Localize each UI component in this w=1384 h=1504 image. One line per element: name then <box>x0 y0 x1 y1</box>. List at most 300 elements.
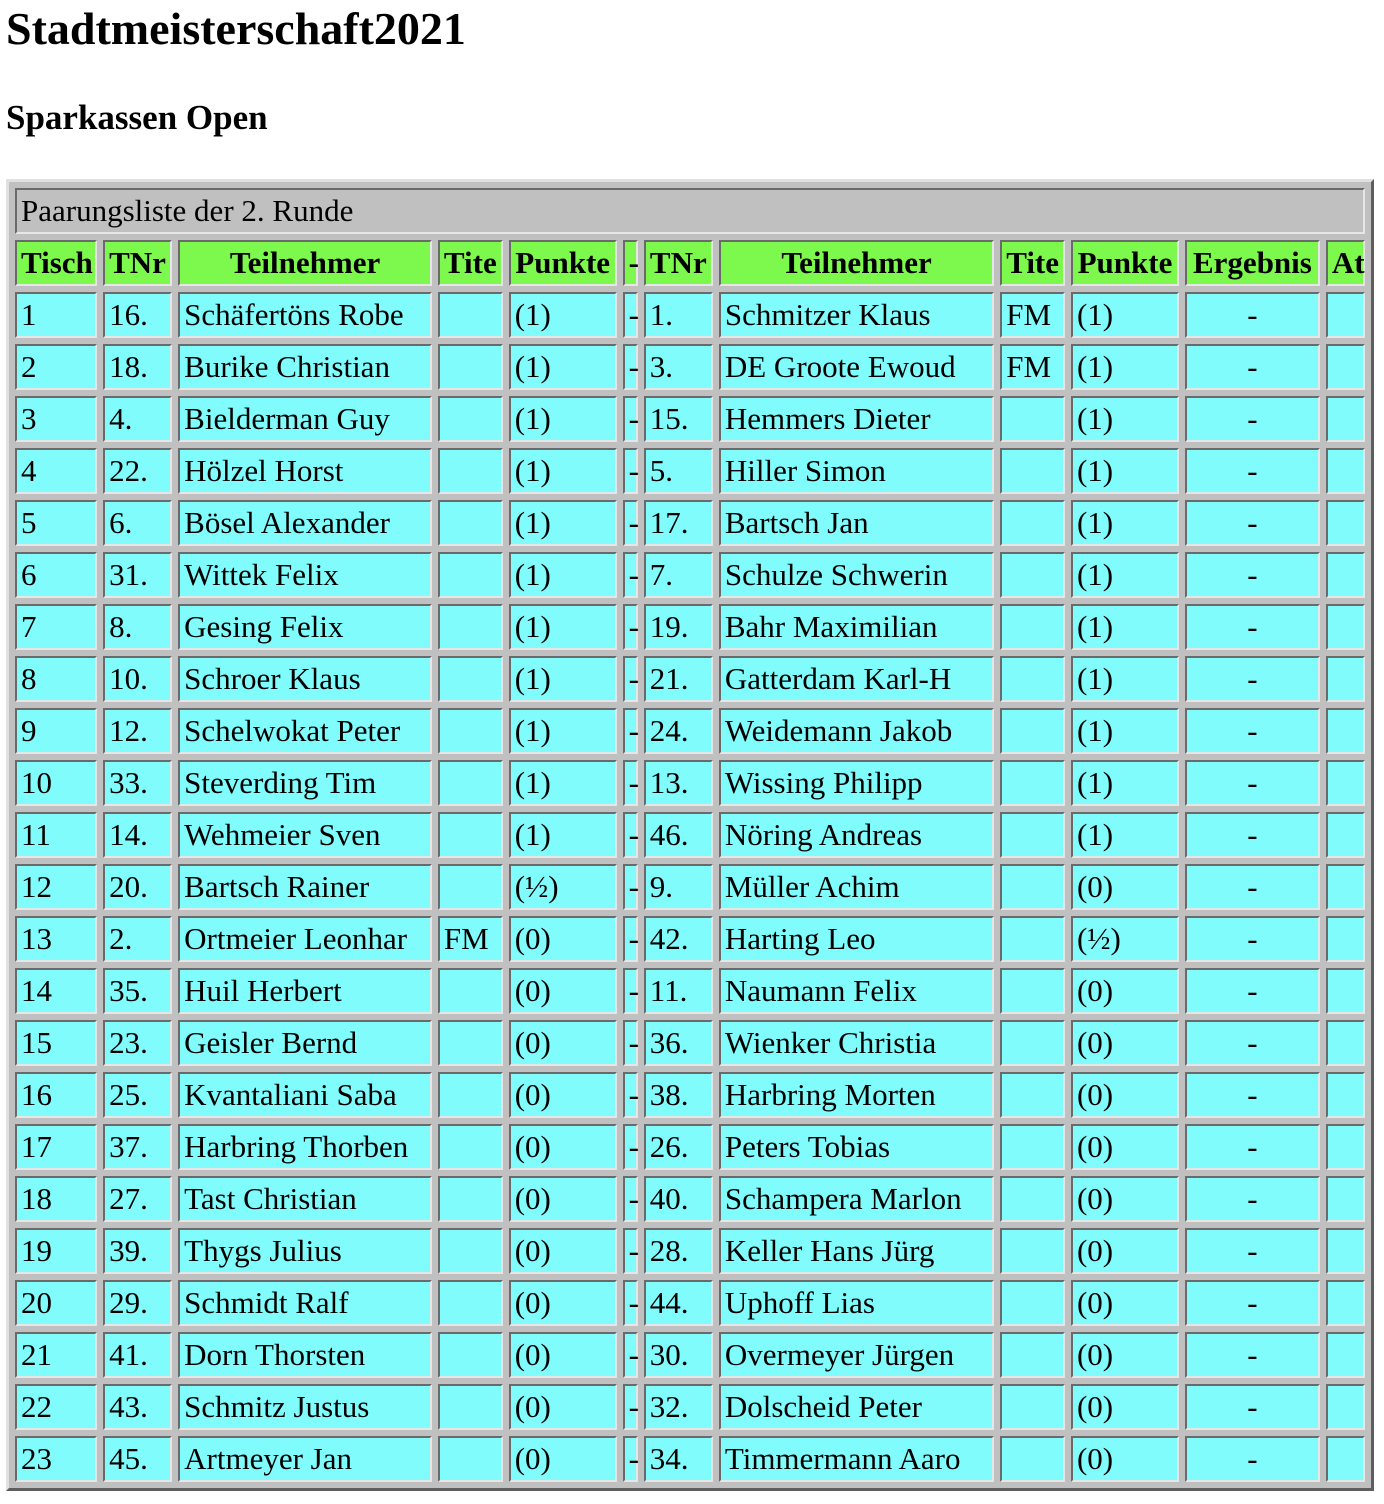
cell-tnr-white: 14. <box>103 812 172 858</box>
cell-titel-black <box>1000 916 1065 962</box>
cell-titel-black <box>1000 968 1065 1014</box>
cell-titel-white <box>438 344 503 390</box>
cell-teilnehmer-white: Harbring Thorben <box>178 1124 432 1170</box>
cell-tisch: 1 <box>15 292 97 338</box>
cell-punkte-white: (1) <box>509 396 617 442</box>
page-subtitle: Sparkassen Open <box>6 98 268 137</box>
cell-separator: - <box>623 500 638 546</box>
cell-tnr-white: 45. <box>103 1436 172 1482</box>
cell-tnr-black: 28. <box>644 1228 713 1274</box>
cell-tnr-white: 2. <box>103 916 172 962</box>
cell-punkte-white: (1) <box>509 656 617 702</box>
cell-separator: - <box>623 1384 638 1430</box>
cell-teilnehmer-black: Wienker Christia <box>719 1020 994 1066</box>
cell-titel-black <box>1000 500 1065 546</box>
cell-teilnehmer-white: Artmeyer Jan <box>178 1436 432 1482</box>
cell-titel-white <box>438 552 503 598</box>
cell-punkte-white: (0) <box>509 1072 617 1118</box>
cell-tisch: 5 <box>15 500 97 546</box>
cell-tisch: 23 <box>15 1436 97 1482</box>
cell-ergebnis: - <box>1185 1228 1320 1274</box>
cell-tnr-black: 13. <box>644 760 713 806</box>
cell-teilnehmer-black: Harting Leo <box>719 916 994 962</box>
cell-separator: - <box>623 708 638 754</box>
cell-at <box>1326 1228 1365 1274</box>
cell-teilnehmer-black: Uphoff Lias <box>719 1280 994 1326</box>
cell-titel-black <box>1000 396 1065 442</box>
cell-teilnehmer-black: Hemmers Dieter <box>719 396 994 442</box>
header-tisch: Tisch <box>15 240 97 286</box>
cell-separator: - <box>623 1124 638 1170</box>
cell-at <box>1326 1436 1365 1482</box>
cell-tnr-white: 23. <box>103 1020 172 1066</box>
table-row <box>15 1384 1365 1430</box>
cell-tisch: 6 <box>15 552 97 598</box>
cell-titel-black <box>1000 1332 1065 1378</box>
cell-titel-black <box>1000 864 1065 910</box>
table-row <box>15 552 1365 598</box>
cell-punkte-white: (1) <box>509 552 617 598</box>
cell-teilnehmer-black: Keller Hans Jürg <box>719 1228 994 1274</box>
cell-ergebnis: - <box>1185 344 1320 390</box>
cell-at <box>1326 1280 1365 1326</box>
cell-at <box>1326 292 1365 338</box>
cell-tnr-white: 41. <box>103 1332 172 1378</box>
cell-tnr-white: 37. <box>103 1124 172 1170</box>
table-row <box>15 656 1365 702</box>
cell-teilnehmer-black: Schampera Marlon <box>719 1176 994 1222</box>
cell-ergebnis: - <box>1185 812 1320 858</box>
cell-tisch: 9 <box>15 708 97 754</box>
cell-punkte-black: (1) <box>1071 812 1179 858</box>
cell-at <box>1326 812 1365 858</box>
cell-ergebnis: - <box>1185 656 1320 702</box>
table-row <box>15 864 1365 910</box>
cell-tnr-black: 24. <box>644 708 713 754</box>
cell-separator: - <box>623 1228 638 1274</box>
cell-teilnehmer-white: Bösel Alexander <box>178 500 432 546</box>
table-caption: Paarungsliste der 2. Runde <box>15 188 1365 234</box>
cell-titel-white <box>438 1124 503 1170</box>
cell-ergebnis: - <box>1185 292 1320 338</box>
cell-at <box>1326 1176 1365 1222</box>
cell-tnr-white: 27. <box>103 1176 172 1222</box>
cell-separator: - <box>623 812 638 858</box>
cell-separator: - <box>623 1436 638 1482</box>
table-row <box>15 604 1365 650</box>
cell-punkte-black: (1) <box>1071 552 1179 598</box>
cell-titel-white <box>438 656 503 702</box>
cell-teilnehmer-white: Steverding Tim <box>178 760 432 806</box>
table-row <box>15 916 1365 962</box>
cell-titel-black: FM <box>1000 344 1065 390</box>
cell-teilnehmer-black: Müller Achim <box>719 864 994 910</box>
table-row <box>15 1124 1365 1170</box>
cell-separator: - <box>623 916 638 962</box>
table-row <box>15 448 1365 494</box>
cell-tnr-white: 4. <box>103 396 172 442</box>
cell-titel-white <box>438 812 503 858</box>
cell-at <box>1326 1072 1365 1118</box>
cell-teilnehmer-white: Kvantaliani Saba <box>178 1072 432 1118</box>
cell-titel-black <box>1000 1280 1065 1326</box>
cell-punkte-black: (1) <box>1071 396 1179 442</box>
table-row <box>15 396 1365 442</box>
cell-teilnehmer-black: Schmitzer Klaus <box>719 292 994 338</box>
cell-tnr-white: 31. <box>103 552 172 598</box>
cell-tnr-black: 5. <box>644 448 713 494</box>
cell-titel-black <box>1000 760 1065 806</box>
cell-ergebnis: - <box>1185 1384 1320 1430</box>
cell-punkte-black: (0) <box>1071 968 1179 1014</box>
cell-ergebnis: - <box>1185 1124 1320 1170</box>
cell-tnr-black: 32. <box>644 1384 713 1430</box>
cell-punkte-white: (0) <box>509 1124 617 1170</box>
cell-tisch: 11 <box>15 812 97 858</box>
cell-punkte-white: (1) <box>509 500 617 546</box>
cell-tnr-white: 33. <box>103 760 172 806</box>
cell-teilnehmer-white: Bielderman Guy <box>178 396 432 442</box>
cell-tisch: 18 <box>15 1176 97 1222</box>
cell-ergebnis: - <box>1185 1332 1320 1378</box>
cell-teilnehmer-white: Huil Herbert <box>178 968 432 1014</box>
cell-ergebnis: - <box>1185 968 1320 1014</box>
cell-tnr-white: 6. <box>103 500 172 546</box>
cell-punkte-white: (1) <box>509 344 617 390</box>
cell-teilnehmer-black: Bartsch Jan <box>719 500 994 546</box>
cell-teilnehmer-black: Weidemann Jakob <box>719 708 994 754</box>
cell-teilnehmer-white: Hölzel Horst <box>178 448 432 494</box>
cell-punkte-white: (1) <box>509 760 617 806</box>
cell-titel-black <box>1000 1384 1065 1430</box>
cell-teilnehmer-black: Harbring Morten <box>719 1072 994 1118</box>
cell-punkte-black: (0) <box>1071 1436 1179 1482</box>
cell-titel-white <box>438 1332 503 1378</box>
cell-teilnehmer-white: Schroer Klaus <box>178 656 432 702</box>
cell-at <box>1326 604 1365 650</box>
cell-punkte-black: (1) <box>1071 708 1179 754</box>
cell-punkte-white: (0) <box>509 1436 617 1482</box>
cell-tisch: 14 <box>15 968 97 1014</box>
cell-punkte-white: (1) <box>509 708 617 754</box>
cell-tisch: 8 <box>15 656 97 702</box>
cell-at <box>1326 1384 1365 1430</box>
cell-ergebnis: - <box>1185 552 1320 598</box>
cell-titel-white <box>438 1280 503 1326</box>
cell-tnr-black: 11. <box>644 968 713 1014</box>
cell-titel-white <box>438 396 503 442</box>
table-row <box>15 1072 1365 1118</box>
table-row <box>15 1436 1365 1482</box>
cell-tnr-white: 25. <box>103 1072 172 1118</box>
header-ergebnis: Ergebnis <box>1185 240 1320 286</box>
table-row <box>15 1332 1365 1378</box>
cell-tisch: 17 <box>15 1124 97 1170</box>
cell-tnr-white: 20. <box>103 864 172 910</box>
header-row <box>15 240 1365 286</box>
cell-separator: - <box>623 1072 638 1118</box>
cell-at <box>1326 1332 1365 1378</box>
cell-punkte-white: (½) <box>509 864 617 910</box>
cell-titel-white: FM <box>438 916 503 962</box>
cell-punkte-black: (½) <box>1071 916 1179 962</box>
cell-tnr-black: 9. <box>644 864 713 910</box>
cell-titel-white <box>438 1020 503 1066</box>
cell-titel-white <box>438 1072 503 1118</box>
header-tnr-white: TNr <box>103 240 172 286</box>
cell-titel-black <box>1000 1228 1065 1274</box>
cell-tnr-black: 1. <box>644 292 713 338</box>
cell-ergebnis: - <box>1185 448 1320 494</box>
cell-separator: - <box>623 760 638 806</box>
cell-teilnehmer-black: Gatterdam Karl-H <box>719 656 994 702</box>
cell-tisch: 10 <box>15 760 97 806</box>
cell-titel-black <box>1000 604 1065 650</box>
pairings-body <box>15 292 1365 1482</box>
header-separator: - <box>623 240 638 286</box>
cell-titel-black: FM <box>1000 292 1065 338</box>
cell-tisch: 22 <box>15 1384 97 1430</box>
cell-ergebnis: - <box>1185 864 1320 910</box>
cell-teilnehmer-white: Geisler Bernd <box>178 1020 432 1066</box>
cell-punkte-black: (0) <box>1071 864 1179 910</box>
cell-punkte-white: (0) <box>509 1332 617 1378</box>
table-row <box>15 344 1365 390</box>
header-titel-black: Tite <box>1000 240 1065 286</box>
cell-ergebnis: - <box>1185 1436 1320 1482</box>
cell-tnr-black: 17. <box>644 500 713 546</box>
cell-punkte-white: (0) <box>509 1280 617 1326</box>
cell-teilnehmer-black: Dolscheid Peter <box>719 1384 994 1430</box>
cell-tnr-black: 15. <box>644 396 713 442</box>
table-row <box>15 812 1365 858</box>
cell-punkte-black: (0) <box>1071 1332 1179 1378</box>
cell-tnr-white: 39. <box>103 1228 172 1274</box>
header-punkte-black: Punkte <box>1071 240 1179 286</box>
cell-punkte-white: (0) <box>509 1020 617 1066</box>
cell-tnr-black: 38. <box>644 1072 713 1118</box>
cell-punkte-black: (1) <box>1071 344 1179 390</box>
cell-teilnehmer-white: Schmidt Ralf <box>178 1280 432 1326</box>
cell-teilnehmer-black: Hiller Simon <box>719 448 994 494</box>
cell-tnr-black: 46. <box>644 812 713 858</box>
cell-punkte-black: (1) <box>1071 500 1179 546</box>
cell-titel-white <box>438 1228 503 1274</box>
cell-tnr-white: 22. <box>103 448 172 494</box>
cell-punkte-black: (1) <box>1071 656 1179 702</box>
cell-titel-black <box>1000 708 1065 754</box>
cell-at <box>1326 396 1365 442</box>
table-row <box>15 708 1365 754</box>
cell-tisch: 3 <box>15 396 97 442</box>
cell-titel-white <box>438 292 503 338</box>
cell-tnr-white: 8. <box>103 604 172 650</box>
cell-punkte-white: (0) <box>509 1228 617 1274</box>
cell-tnr-white: 12. <box>103 708 172 754</box>
table-row <box>15 500 1365 546</box>
cell-teilnehmer-black: Naumann Felix <box>719 968 994 1014</box>
cell-tnr-white: 35. <box>103 968 172 1014</box>
cell-teilnehmer-black: DE Groote Ewoud <box>719 344 994 390</box>
table-row <box>15 292 1365 338</box>
cell-separator: - <box>623 604 638 650</box>
header-tnr-black: TNr <box>644 240 713 286</box>
header-punkte-white: Punkte <box>509 240 617 286</box>
cell-tnr-white: 29. <box>103 1280 172 1326</box>
cell-teilnehmer-black: Peters Tobias <box>719 1124 994 1170</box>
cell-teilnehmer-white: Schäfertöns Robe <box>178 292 432 338</box>
cell-titel-white <box>438 708 503 754</box>
table-row <box>15 1228 1365 1274</box>
cell-tnr-black: 40. <box>644 1176 713 1222</box>
cell-at <box>1326 864 1365 910</box>
cell-titel-white <box>438 968 503 1014</box>
cell-titel-black <box>1000 1072 1065 1118</box>
cell-separator: - <box>623 448 638 494</box>
cell-teilnehmer-white: Burike Christian <box>178 344 432 390</box>
cell-separator: - <box>623 1020 638 1066</box>
cell-teilnehmer-black: Wissing Philipp <box>719 760 994 806</box>
header-teilnehmer-white: Teilnehmer <box>178 240 432 286</box>
cell-teilnehmer-black: Timmermann Aaro <box>719 1436 994 1482</box>
cell-tisch: 7 <box>15 604 97 650</box>
cell-tnr-black: 26. <box>644 1124 713 1170</box>
cell-separator: - <box>623 968 638 1014</box>
cell-tisch: 13 <box>15 916 97 962</box>
cell-punkte-white: (0) <box>509 916 617 962</box>
cell-at <box>1326 916 1365 962</box>
cell-tnr-black: 3. <box>644 344 713 390</box>
cell-punkte-white: (1) <box>509 292 617 338</box>
cell-at <box>1326 344 1365 390</box>
cell-separator: - <box>623 1280 638 1326</box>
cell-teilnehmer-black: Schulze Schwerin <box>719 552 994 598</box>
cell-tisch: 20 <box>15 1280 97 1326</box>
cell-at <box>1326 500 1365 546</box>
cell-tisch: 15 <box>15 1020 97 1066</box>
cell-teilnehmer-white: Gesing Felix <box>178 604 432 650</box>
cell-teilnehmer-black: Overmeyer Jürgen <box>719 1332 994 1378</box>
cell-separator: - <box>623 656 638 702</box>
cell-titel-black <box>1000 1020 1065 1066</box>
cell-at <box>1326 656 1365 702</box>
cell-punkte-black: (0) <box>1071 1280 1179 1326</box>
cell-at <box>1326 708 1365 754</box>
cell-tnr-black: 44. <box>644 1280 713 1326</box>
cell-teilnehmer-white: Tast Christian <box>178 1176 432 1222</box>
cell-titel-white <box>438 500 503 546</box>
cell-tisch: 4 <box>15 448 97 494</box>
page-title: Stadtmeisterschaft2021 <box>6 3 466 54</box>
cell-titel-black <box>1000 812 1065 858</box>
header-teilnehmer-black: Teilnehmer <box>719 240 994 286</box>
cell-ergebnis: - <box>1185 604 1320 650</box>
cell-separator: - <box>623 864 638 910</box>
cell-tisch: 19 <box>15 1228 97 1274</box>
cell-punkte-black: (0) <box>1071 1228 1179 1274</box>
cell-punkte-white: (0) <box>509 968 617 1014</box>
cell-separator: - <box>623 292 638 338</box>
cell-tnr-black: 42. <box>644 916 713 962</box>
cell-at <box>1326 968 1365 1014</box>
cell-ergebnis: - <box>1185 1176 1320 1222</box>
cell-punkte-black: (1) <box>1071 760 1179 806</box>
cell-punkte-white: (1) <box>509 604 617 650</box>
cell-punkte-black: (0) <box>1071 1020 1179 1066</box>
cell-teilnehmer-white: Schelwokat Peter <box>178 708 432 754</box>
cell-at <box>1326 760 1365 806</box>
cell-separator: - <box>623 1176 638 1222</box>
cell-punkte-black: (0) <box>1071 1072 1179 1118</box>
cell-teilnehmer-white: Dorn Thorsten <box>178 1332 432 1378</box>
cell-tisch: 2 <box>15 344 97 390</box>
cell-tnr-white: 18. <box>103 344 172 390</box>
cell-ergebnis: - <box>1185 760 1320 806</box>
table-row <box>15 1280 1365 1326</box>
cell-tnr-black: 7. <box>644 552 713 598</box>
cell-teilnehmer-white: Schmitz Justus <box>178 1384 432 1430</box>
cell-titel-black <box>1000 1124 1065 1170</box>
cell-separator: - <box>623 1332 638 1378</box>
cell-punkte-black: (1) <box>1071 604 1179 650</box>
cell-punkte-white: (1) <box>509 812 617 858</box>
cell-titel-black <box>1000 552 1065 598</box>
table-row <box>15 760 1365 806</box>
cell-at <box>1326 1124 1365 1170</box>
cell-separator: - <box>623 552 638 598</box>
cell-teilnehmer-white: Wehmeier Sven <box>178 812 432 858</box>
cell-teilnehmer-white: Ortmeier Leonhar <box>178 916 432 962</box>
cell-punkte-black: (0) <box>1071 1384 1179 1430</box>
cell-punkte-white: (0) <box>509 1176 617 1222</box>
cell-titel-white <box>438 1384 503 1430</box>
cell-separator: - <box>623 396 638 442</box>
cell-ergebnis: - <box>1185 1280 1320 1326</box>
cell-punkte-black: (0) <box>1071 1124 1179 1170</box>
pairings-table <box>6 179 1374 1491</box>
cell-at <box>1326 448 1365 494</box>
cell-punkte-white: (1) <box>509 448 617 494</box>
cell-punkte-black: (0) <box>1071 1176 1179 1222</box>
cell-titel-black <box>1000 1436 1065 1482</box>
cell-tisch: 21 <box>15 1332 97 1378</box>
cell-punkte-black: (1) <box>1071 292 1179 338</box>
table-row <box>15 968 1365 1014</box>
cell-titel-white <box>438 604 503 650</box>
cell-tnr-black: 36. <box>644 1020 713 1066</box>
cell-tnr-white: 43. <box>103 1384 172 1430</box>
cell-tnr-black: 34. <box>644 1436 713 1482</box>
cell-tisch: 16 <box>15 1072 97 1118</box>
cell-tnr-white: 10. <box>103 656 172 702</box>
cell-teilnehmer-white: Bartsch Rainer <box>178 864 432 910</box>
cell-titel-white <box>438 760 503 806</box>
cell-titel-white <box>438 864 503 910</box>
cell-titel-white <box>438 448 503 494</box>
cell-separator: - <box>623 344 638 390</box>
cell-titel-white <box>438 1176 503 1222</box>
header-titel-white: Tite <box>438 240 503 286</box>
cell-tnr-white: 16. <box>103 292 172 338</box>
cell-punkte-white: (0) <box>509 1384 617 1430</box>
cell-ergebnis: - <box>1185 1072 1320 1118</box>
cell-ergebnis: - <box>1185 1020 1320 1066</box>
header-at: At <box>1326 240 1365 286</box>
cell-ergebnis: - <box>1185 396 1320 442</box>
cell-titel-black <box>1000 448 1065 494</box>
cell-teilnehmer-white: Wittek Felix <box>178 552 432 598</box>
cell-at <box>1326 1020 1365 1066</box>
